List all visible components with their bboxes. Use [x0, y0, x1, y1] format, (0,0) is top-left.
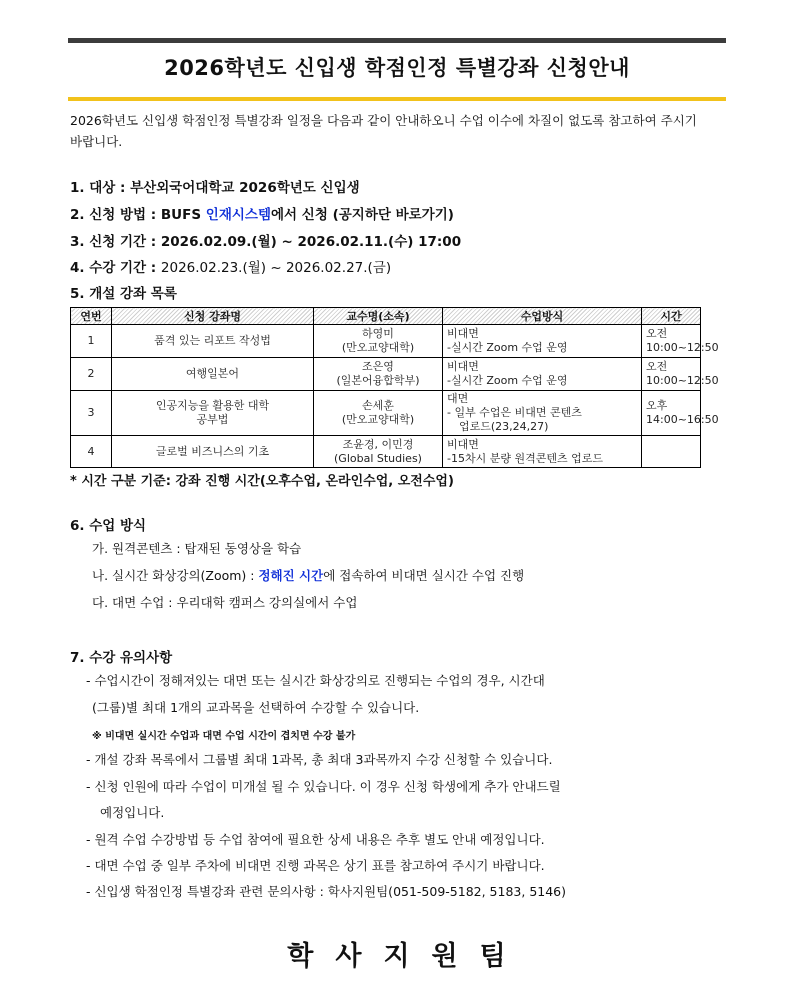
section7-title: 7. 수강 유의사항 — [70, 650, 173, 666]
cell-professor — [314, 325, 443, 358]
cell-no: 4 — [71, 436, 112, 468]
cell-mode — [443, 436, 642, 468]
section7-bullet-5: - 대면 수업 중 일부 주차에 비대면 진행 과목은 상기 표를 참고하여 주시기 바랍니다. — [86, 858, 545, 873]
section7-bullet-2: - 개설 강좌 목록에서 그룹별 최대 1과목, 총 최대 3과목까지 수강 신청할 수 있습니다. — [86, 752, 553, 767]
cell-course-name: 인공지능을 활용한 대학 공부법 — [112, 391, 314, 436]
cell-time — [642, 436, 701, 468]
footer-team-name: 학사지원팀 — [287, 941, 528, 972]
time-range: 10:00~12:50 — [646, 374, 719, 387]
header-course-name: 신청 강좌명 — [112, 308, 314, 325]
item-course-period-label: 4. 수강 기간 : — [70, 260, 161, 276]
item-target — [70, 176, 360, 196]
cell-course-name: 품격 있는 리포트 작성법 — [112, 325, 314, 358]
cell-mode — [443, 325, 642, 358]
table-header-row — [71, 308, 701, 325]
professor-dept: (만오교양대학) — [341, 413, 415, 426]
section6-b-suffix: 에 접속하여 비대면 실시간 수업 진행 — [323, 568, 525, 583]
cell-professor — [314, 436, 443, 468]
section7-bullet-6: - 신입생 학점인정 특별강좌 관련 문의사항 : 학사지원팀(051-509-5182, 5183, 5146) — [86, 884, 567, 899]
cell-no: 3 — [71, 391, 112, 436]
professor-dept: (Global Studies) — [334, 451, 422, 465]
section6-item-b — [92, 566, 524, 584]
mode-detail: -실시간 Zoom 수업 운영 — [447, 374, 568, 387]
item-method-rest: 에서 신청 (공지하단 바로가기) — [271, 207, 454, 223]
section6-item-a: 가. 원격콘텐츠 : 탑재된 동영상을 학습 — [92, 541, 302, 556]
item-period-value: 2026.02.09.(월) ~ 2026.02.11.(수) 17:00 — [160, 234, 462, 250]
cell-course-name: 글로벌 비즈니스의 기초 — [112, 436, 314, 468]
section7-bullet-1: - 수업시간이 정해져있는 대면 또는 실시간 화상강의로 진행되는 수업의 경우, 시간대 — [86, 673, 545, 688]
professor-name: 조윤경, 이민경 — [342, 437, 414, 451]
mode-type: 대면 — [447, 392, 469, 405]
overlap-warning: ※ 비대면 실시간 수업과 대면 수업 시간이 겹치면 수강 불가 — [92, 731, 356, 742]
header-time: 시간 — [642, 308, 701, 325]
header-no: 연번 — [71, 308, 112, 325]
top-rule — [68, 38, 726, 43]
mode-detail-cont: 업로드(23,24,27) — [459, 420, 549, 433]
professor-name: 손세훈 — [362, 399, 394, 412]
table-row — [71, 436, 701, 468]
time-slot: 오전 — [646, 360, 668, 373]
cell-time — [642, 391, 719, 436]
section6-b-emphasis: 정해진 시간 — [258, 568, 324, 583]
section7-bullet-3-cont: 예정입니다. — [100, 805, 165, 820]
page-title: 2026학년도 신입생 학점인정 특별강좌 신청안내 — [164, 56, 630, 80]
cell-time — [642, 358, 719, 391]
cell-no: 1 — [71, 325, 112, 358]
cell-time — [642, 325, 719, 358]
item-course-period — [70, 256, 391, 276]
header-professor: 교수명(소속) — [314, 308, 443, 325]
professor-dept: (만오교양대학) — [341, 341, 415, 354]
cell-no: 2 — [71, 358, 112, 391]
hr-system-link[interactable]: 인재시스템 — [205, 207, 271, 223]
item-method — [70, 203, 454, 223]
table-row — [71, 325, 701, 358]
professor-name: 하영미 — [362, 327, 394, 340]
mode-detail: - 일부 수업은 비대면 콘텐츠 — [447, 406, 582, 419]
cell-course-name: 여행일본어 — [112, 358, 314, 391]
section6-b-prefix: 나. 실시간 화상강의(Zoom) : — [92, 568, 259, 583]
item-period-label: 3. 신청 기간 : — [70, 234, 161, 250]
title-underline — [68, 97, 726, 101]
cell-mode — [443, 391, 642, 436]
item-target-value: 부산외국어대학교 2026학년도 신입생 — [130, 180, 360, 196]
intro-paragraph: 2026학년도 신입생 학점인정 특별강좌 일정을 다음과 같이 안내하오니 수업 이수에 차질이 없도록 참고하여 주시기 바랍니다. — [70, 113, 697, 149]
time-slot: 오전 — [646, 327, 668, 340]
mode-detail: -15차시 분량 원격콘텐츠 업로드 — [447, 451, 603, 465]
cell-professor — [314, 391, 443, 436]
table-row — [71, 358, 701, 391]
mode-detail: -실시간 Zoom 수업 운영 — [447, 341, 568, 354]
time-range: 10:00~12:50 — [646, 341, 719, 354]
time-slot: 오후 — [646, 399, 668, 412]
time-range: 14:00~16:50 — [646, 413, 719, 426]
mode-type: 비대면 — [447, 360, 479, 373]
section7-bullet-1-cont: (그룹)별 최대 1개의 교과목을 선택하여 수강할 수 있습니다. — [92, 700, 420, 715]
time-criteria-note: * 시간 구분 기준: 강좌 진행 시간(오후수업, 온라인수업, 오전수업) — [70, 474, 454, 489]
item-method-label: 2. 신청 방법 : BUFS — [70, 207, 206, 223]
header-mode: 수업방식 — [443, 308, 642, 325]
section6-item-c: 다. 대면 수업 : 우리대학 캠퍼스 강의실에서 수업 — [92, 595, 358, 610]
professor-name: 조은영 — [362, 360, 394, 373]
section7-bullet-4: - 원격 수업 수강방법 등 수업 참여에 필요한 상세 내용은 추후 별도 안내 예정입니다. — [86, 832, 545, 847]
section6-title: 6. 수업 방식 — [70, 518, 147, 534]
item-list-title: 5. 개설 강좌 목록 — [70, 286, 177, 302]
course-table — [70, 307, 719, 468]
item-period — [70, 230, 461, 250]
mode-type: 비대면 — [447, 327, 479, 340]
table-row — [71, 391, 701, 436]
item-course-period-value: 2026.02.23.(월) ~ 2026.02.27.(금) — [160, 260, 392, 276]
professor-dept: (일본어융합학부) — [336, 374, 420, 387]
item-target-label: 1. 대상 : — [70, 180, 131, 196]
mode-type: 비대면 — [447, 437, 479, 451]
cell-professor — [314, 358, 443, 391]
section7-bullet-3: - 신청 인원에 따라 수업이 미개설 될 수 있습니다. 이 경우 신청 학생에게 추가 안내드릴 — [86, 779, 561, 794]
cell-mode — [443, 358, 642, 391]
